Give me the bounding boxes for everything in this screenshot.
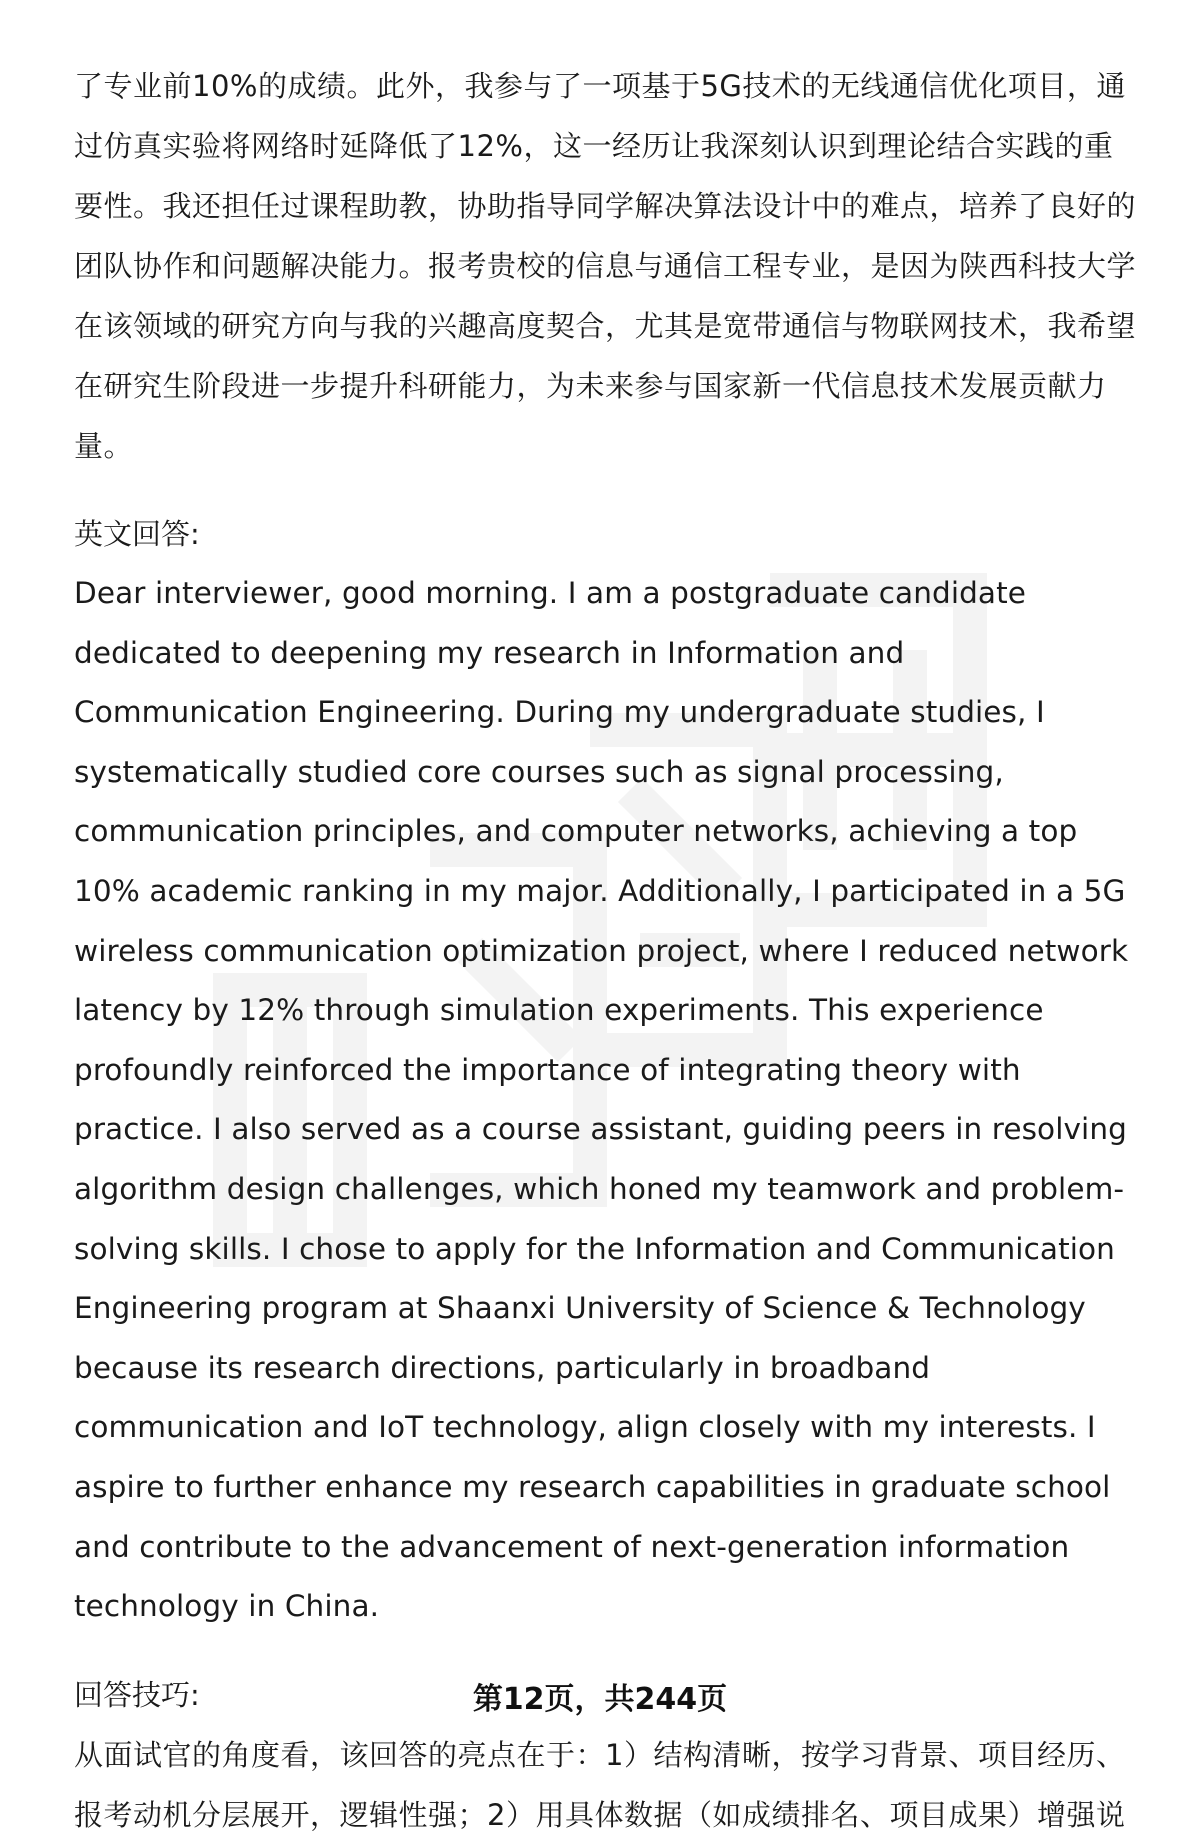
english-answer-paragraph: Dear interviewer, good morning. I am a postgraduate candidate dedicated to deepening my research in Information and Communication Engineering. During my undergraduate studies, I systematically studied core courses such as signal processing, communication principles, and computer networks, achieving a top 10% academic ranking in my major. Additionally, I participated in a 5G wireless communication optimization project, where I reduced network latency by 12% through simulation experiments. This experience profoundly reinforced the importance of integrating theory with practice. I also served as a course assistant, guiding peers in resolving algorithm design challenges, which honed my teamwork and problem-solving skills. I chose to apply for the Information and Communication Engineering program at Shaanxi University of Science & Technology because its research directions, particularly in broadband communication and IoT technology, align closely with my interests. I aspire to further enhance my research capabilities in graduate school and contribute to the advancement of next-generation information technology in China.	[74, 576, 1129, 1624]
answer-tips-heading: 回答技巧:	[74, 1677, 200, 1712]
chinese-answer-section	[74, 56, 1140, 476]
english-answer-section	[74, 504, 1140, 1637]
chinese-answer-paragraph: 了专业前10%的成绩。此外，我参与了一项基于5G技术的无线通信优化项目，通过仿真实验将网络时延降低了12%，这一经历让我深刻认识到理论结合实践的重要性。我还担任过课程助教，协助指导同学解决算法设计中的难点，培养了良好的团队协作和问题解决能力。报考贵校的信息与通信工程专业，是因为陕西科技大学在该领域的研究方向与我的兴趣高度契合，尤其是宽带通信与物联网技术，我希望在研究生阶段进一步提升科研能力，为未来参与国家新一代信息技术发展贡献力量。	[74, 69, 1137, 463]
page-number-footer: 第12页，共244页	[472, 1682, 728, 1717]
answer-tips-paragraph: 从面试官的角度看，该回答的亮点在于：1）结构清晰，按学习背景、项目经历、报考动机分层展开，逻辑性强；2）用具体数据（如成绩排名、项目成果）增强说	[74, 1737, 1126, 1832]
english-answer-heading: 英文回答:	[74, 517, 200, 551]
